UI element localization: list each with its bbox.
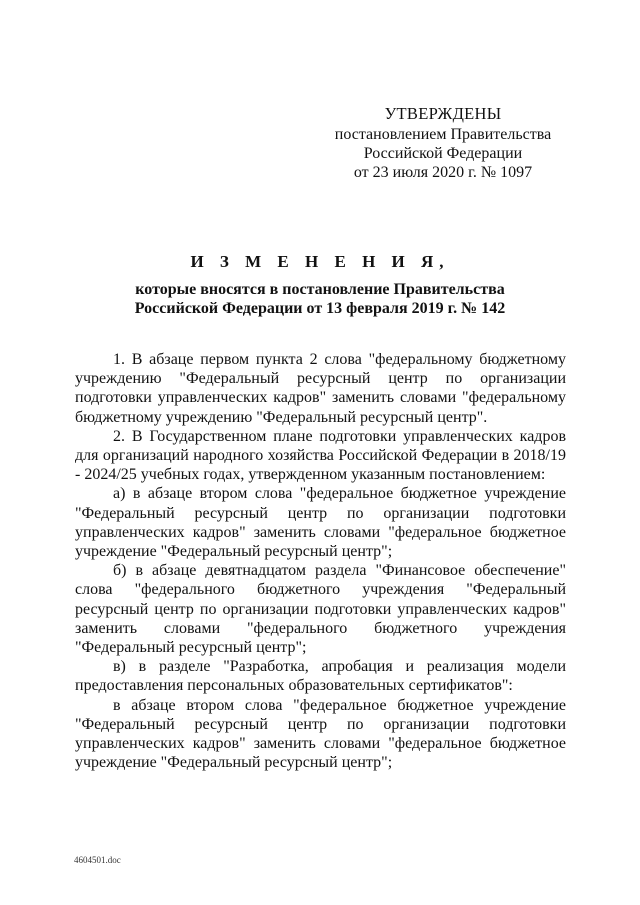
document-title: И З М Е Н Е Н И Я, [190, 252, 450, 271]
document-subtitle-line-2: Российской Федерации от 13 февраля 2019 г. № 142 [134, 300, 506, 317]
document-body [75, 350, 566, 772]
paragraph-item-2a: а) в абзаце втором слова "федеральное бюджетное учреждение "Федеральный ресурсный центр по организации подготовки управленческих кадров" заменить словами "федеральное бюджетное учреждение "Федеральный ресурсный центр"; [75, 485, 566, 561]
approval-line-3: от 23 июля 2020 г. № 1097 [353, 164, 533, 181]
approval-stamp [320, 104, 566, 182]
file-code-footer: 4604501.doc [74, 855, 121, 865]
paragraph-item-2v-sub: в абзаце втором слова "федеральное бюджетное учреждение "Федеральный ресурсный центр по организации подготовки управленческих кадров" заменить словами "федеральное бюджетное учреждение "Федеральный ресурсный центр"; [75, 696, 566, 772]
approval-line-1: постановлением Правительства [334, 126, 552, 143]
paragraph-item-2b: б) в абзаце девятнадцатом раздела "Финансовое обеспечение" слова "федерального бюджетного учреждения "Федеральный ресурсный центр по организации подготовки управленческих кадров" заменить словами "федерального бюджетного учреждения "Федеральный ресурсный центр"; [75, 562, 566, 657]
paragraph-item-2v: в) в разделе "Разработка, апробация и реализация модели предоставления персональных образовательных сертификатов": [75, 658, 566, 695]
approval-heading: УТВЕРЖДЕНЫ [384, 104, 502, 123]
document-title-block [60, 252, 580, 318]
document-subtitle-line-1: которые вносятся в постановление Правительства [135, 281, 505, 298]
paragraph-item-1: 1. В абзаце первом пункта 2 слова "федеральному бюджетному учреждению "Федеральный ресурсный центр по организации подготовки управленческих кадров" заменить словами "федеральному бюджетному учреждению "Федеральный ресурсный центр". [75, 351, 566, 426]
paragraph-item-2: 2. В Государственном плане подготовки управленческих кадров для организаций народного хозяйства Российской Федерации в 2018/19 - 2024/25 учебных годах, утвержденном указанным постановлением: [75, 427, 566, 484]
approval-line-2: Российской Федерации [363, 145, 523, 162]
